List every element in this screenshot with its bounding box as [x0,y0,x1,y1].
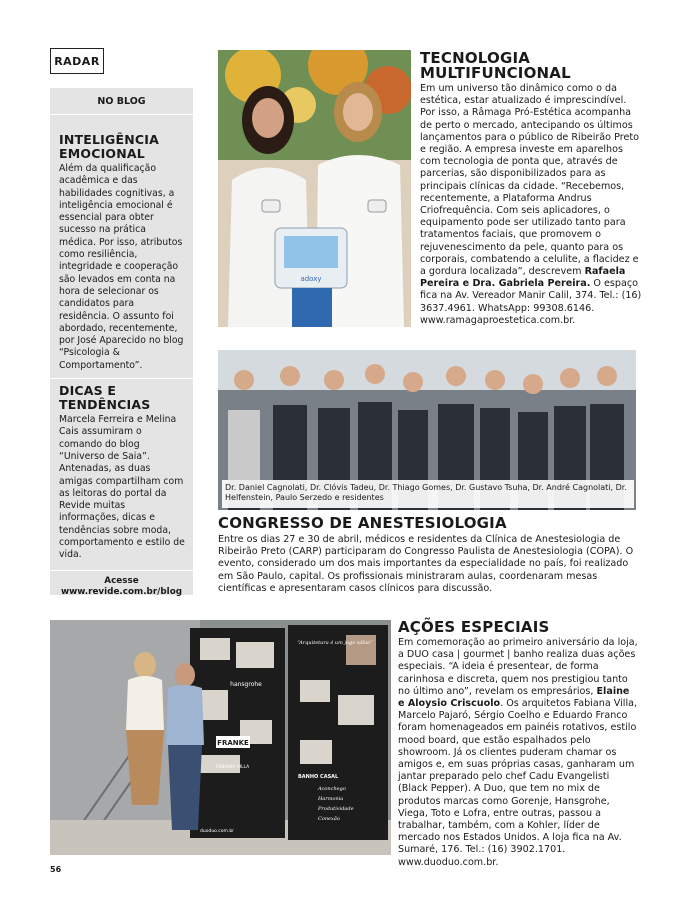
article3-body-rest: . Os arquitetos Fabiana Villa, Marcelo Pajaró, Sérgio Coelho e Eduardo Franco foram homenageados em painéis rotativos, estilo mood board, que estão espalhados pelo showroom. Já os clientes puderam chamar os amigos e, em suas próprias casas, ganharam um jantar preparado pelo chef Cadu Evangelisti (Black Pepper). A Duo, que tem no mix de produtos marcas como Gorenje, Hansgrohe, Viega, Toto e Lofra, entre outras, passou a trabalhar, também, com a Kohler, líder de mercado nos Estados Unidos. A loja fica na Av. Sumaré, 176. Tel.: (16) 3902.1701. www.duoduo.com.br. [398,698,638,868]
franke-label: FRANKE [217,739,249,747]
hansgrohe-label: hansgrohe [230,681,262,688]
article1-body-text: Em um universo tão dinâmico como o da estética, estar atualizado é imprescindível. Por isso, a Râmaga Pró-Estética acompanha de perto o mercado, antecipando os últimos lançamentos para o público de Ribeirão Preto e região. A empresa investe em aparelhos com tecnologia de ponta que, através de parcerias, são disponibilizados para as principais clínicas da cidade. “Recebemos, recentemente, a Plataforma Andrus Criofrequência. Com seis aplicadores, o equipamento pode ser utilizado tanto para tratamentos faciais, que promovem o rejuvenescimento da pele, quanto para os corporais, combatendo a celulite, a flacidez e a gordura localizada”, descrevem [420,83,639,278]
board-footer-brand: duoduo.com.br [200,829,235,834]
sidebar-footer [50,570,193,598]
article1-title: TECNOLOGIA MULTIFUNCIONAL [420,49,571,82]
sidebar-divider [50,378,193,379]
sidebar-item2-title: DICAS E TENDÊNCIAS [59,383,151,413]
sidebar-footer-link[interactable]: www.revide.com.br/blog [60,586,183,597]
sidebar-item1-body: Além da qualificação acadêmica e das habilidades cognitivas, a inteligência emocional é essencial para obter sucesso na prática médica. Por isso, atributos como resiliência, integridade e cooperação são levados em conta na hora de selecionar os candidatos para residência. O assunto foi abordado, recentemente, por José Aparecido no blog “Psicologia & Comportamento”. [59,163,184,371]
board-list-1: Aconchego [318,786,346,792]
sidebar-item2-body: Marcela Ferreira e Melina Cais assumiram o comando do blog “Universo de Saia”. Antenadas, as duas amigas compartilham com as leitoras do portal da Revide muitas informações, dicas e tendências sobre moda, comportamento e estilo de vida. [59,414,185,561]
board-label-fabiana: FABIANA VILLA [216,765,250,770]
article1-body [420,83,642,327]
photo-duo-showroom [50,620,391,855]
article2-body: Entre os dias 27 e 30 de abril, médicos e residentes da Clínica de Anestesiologia de Ribeirão Preto (CARP) participaram do Congresso Paulista de Anestesiologia (COPA). O evento, considerado um dos mais importantes da especialidade no país, foi realizado em São Paulo, capital. Os profissionais ministraram aulas, coordenaram mesas científicas e apresentaram casos clínicos para discussão. [218,534,634,594]
section-tag: RADAR [50,48,104,74]
article3-body [398,637,638,869]
photo-caption: Dr. Daniel Cagnolati, Dr. Clóvis Tadeu, Dr. Thiago Gomes, Dr. Gustavo Tsuha, Dr. André Cagnolati, Dr. Helfenstein, Paulo Serzedo e residentes [222,480,634,508]
photo-aesthetic-clinic [218,50,411,327]
sidebar-footer-label: Acesse [104,575,139,586]
board-banho-casal: BANHO CASAL [298,774,339,780]
board-list-3: Produtividade [318,806,354,812]
board-quote-top: “Arquitetura é um jogo sábio” [297,640,373,646]
sidebar-header: NO BLOG [50,96,193,115]
article3-title: AÇÕES ESPECIAIS [398,618,550,636]
device-brand-label: adoxy [300,275,322,283]
board-list-2: Harmonia [318,796,344,802]
article3-body-text: Em comemoração ao primeiro aniversário da loja, a DUO casa | gourmet | banho realiza duas ações especiais. “A ideia é presentear, de forma carinhosa e discreta, quem nos prestigiou tanto no último ano”, revelam os empresários, [398,637,638,697]
blog-sidebar [50,88,193,595]
sidebar-item1-title: INTELIGÊNCIA EMOCIONAL [59,132,159,161]
article2-title: CONGRESSO DE ANESTESIOLOGIA [218,514,507,532]
article1-body-contact: O espaço fica na Av. Vereador Manir Calil, 374. Tel.: (16) 3637.4961. WhatsApp: 99308.6146. www.ramagaproestetica.com.br. [420,278,642,326]
board-list-4: Conexão [318,816,340,822]
article1-names: Rafaela Pereira e Dra. Gabriela Pereira. [420,266,626,290]
article3-names: Elaine e Aloysio Criscuolo [398,685,630,710]
page-number: 56 [50,865,62,874]
